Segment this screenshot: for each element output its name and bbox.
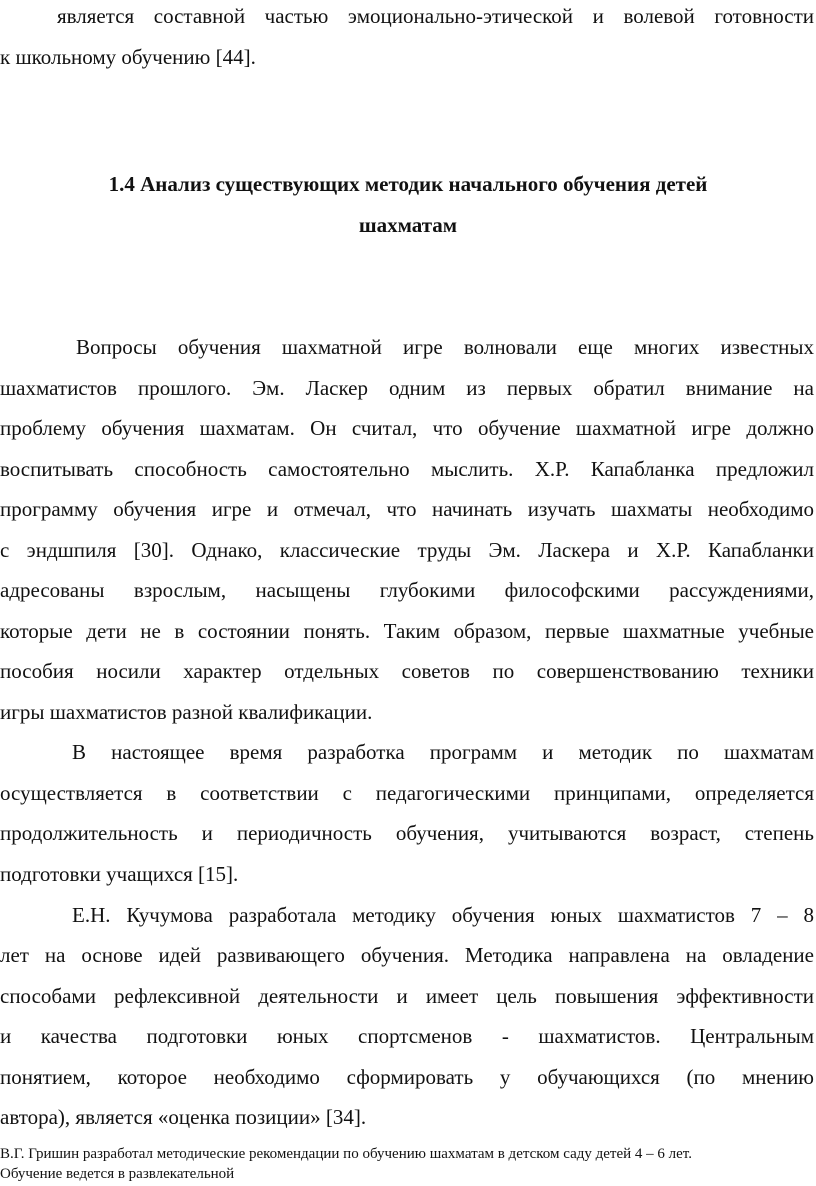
- footer-text: Обучение ведется в развлекательной: [0, 1166, 235, 1182]
- paragraph-line: осуществляется в соответствии с педагогическими принципами, определяется: [0, 781, 814, 805]
- intro-line: к школьному обучению [44].: [0, 45, 256, 69]
- paragraph-line: пособия носили характер отдельных советов по совершенствованию техники: [0, 659, 814, 683]
- section-heading: 1.4 Анализ существующих методик начального обучения детей: [108, 172, 708, 196]
- paragraph-line: понятием, которое необходимо сформировать у обучающихся (по мнению: [0, 1065, 814, 1089]
- paragraph-line: продолжительность и периодичность обучения, учитываются возраст, степень: [0, 821, 814, 845]
- paragraph-line: адресованы взрослым, насыщены глубокими философскими рассуждениями,: [0, 578, 814, 602]
- paragraph-line: проблему обучения шахматам. Он считал, что обучение шахматной игре должно: [0, 416, 814, 440]
- paragraph-line: В настоящее время разработка программ и методик по шахматам: [72, 740, 814, 764]
- paragraph-line: которые дети не в состоянии понять. Таким образом, первые шахматные учебные: [0, 619, 814, 643]
- paragraph-line: шахматистов прошлого. Эм. Ласкер одним из первых обратил внимание на: [0, 376, 814, 400]
- paragraph-line: подготовки учащихся [15].: [0, 862, 239, 886]
- section-heading: шахматам: [358, 213, 458, 237]
- paragraph-line: лет на основе идей развивающего обучения. Методика направлена на овладение: [0, 943, 814, 967]
- paragraph-line: с эндшпиля [30]. Однако, классические труды Эм. Ласкера и Х.Р. Капабланки: [0, 538, 814, 562]
- paragraph-line: игры шахматистов разной квалификации.: [0, 700, 373, 724]
- paragraph-line: программу обучения игре и отмечал, что начинать изучать шахматы необходимо: [0, 497, 814, 521]
- paragraph-line: автора), является «оценка позиции» [34].: [0, 1105, 367, 1129]
- paragraph-line: Е.Н. Кучумова разработала методику обучения юных шахматистов 7 – 8: [72, 903, 814, 927]
- paragraph-line: Вопросы обучения шахматной игре волновали еще многих известных: [76, 335, 814, 359]
- paragraph-line: способами рефлексивной деятельности и имеет цель повышения эффективности: [0, 984, 814, 1008]
- paragraph-line: и качества подготовки юных спортсменов - шахматистов. Центральным: [0, 1024, 814, 1048]
- footer-text: В.Г. Гришин разработал методические рекомендации по обучению шахматам в детском саду детей 4 – 6 лет.: [0, 1146, 692, 1162]
- paragraph-line: воспитывать способность самостоятельно мыслить. Х.Р. Капабланка предложил: [0, 457, 814, 481]
- intro-line: является составной частью эмоционально-этической и волевой готовности: [57, 4, 814, 28]
